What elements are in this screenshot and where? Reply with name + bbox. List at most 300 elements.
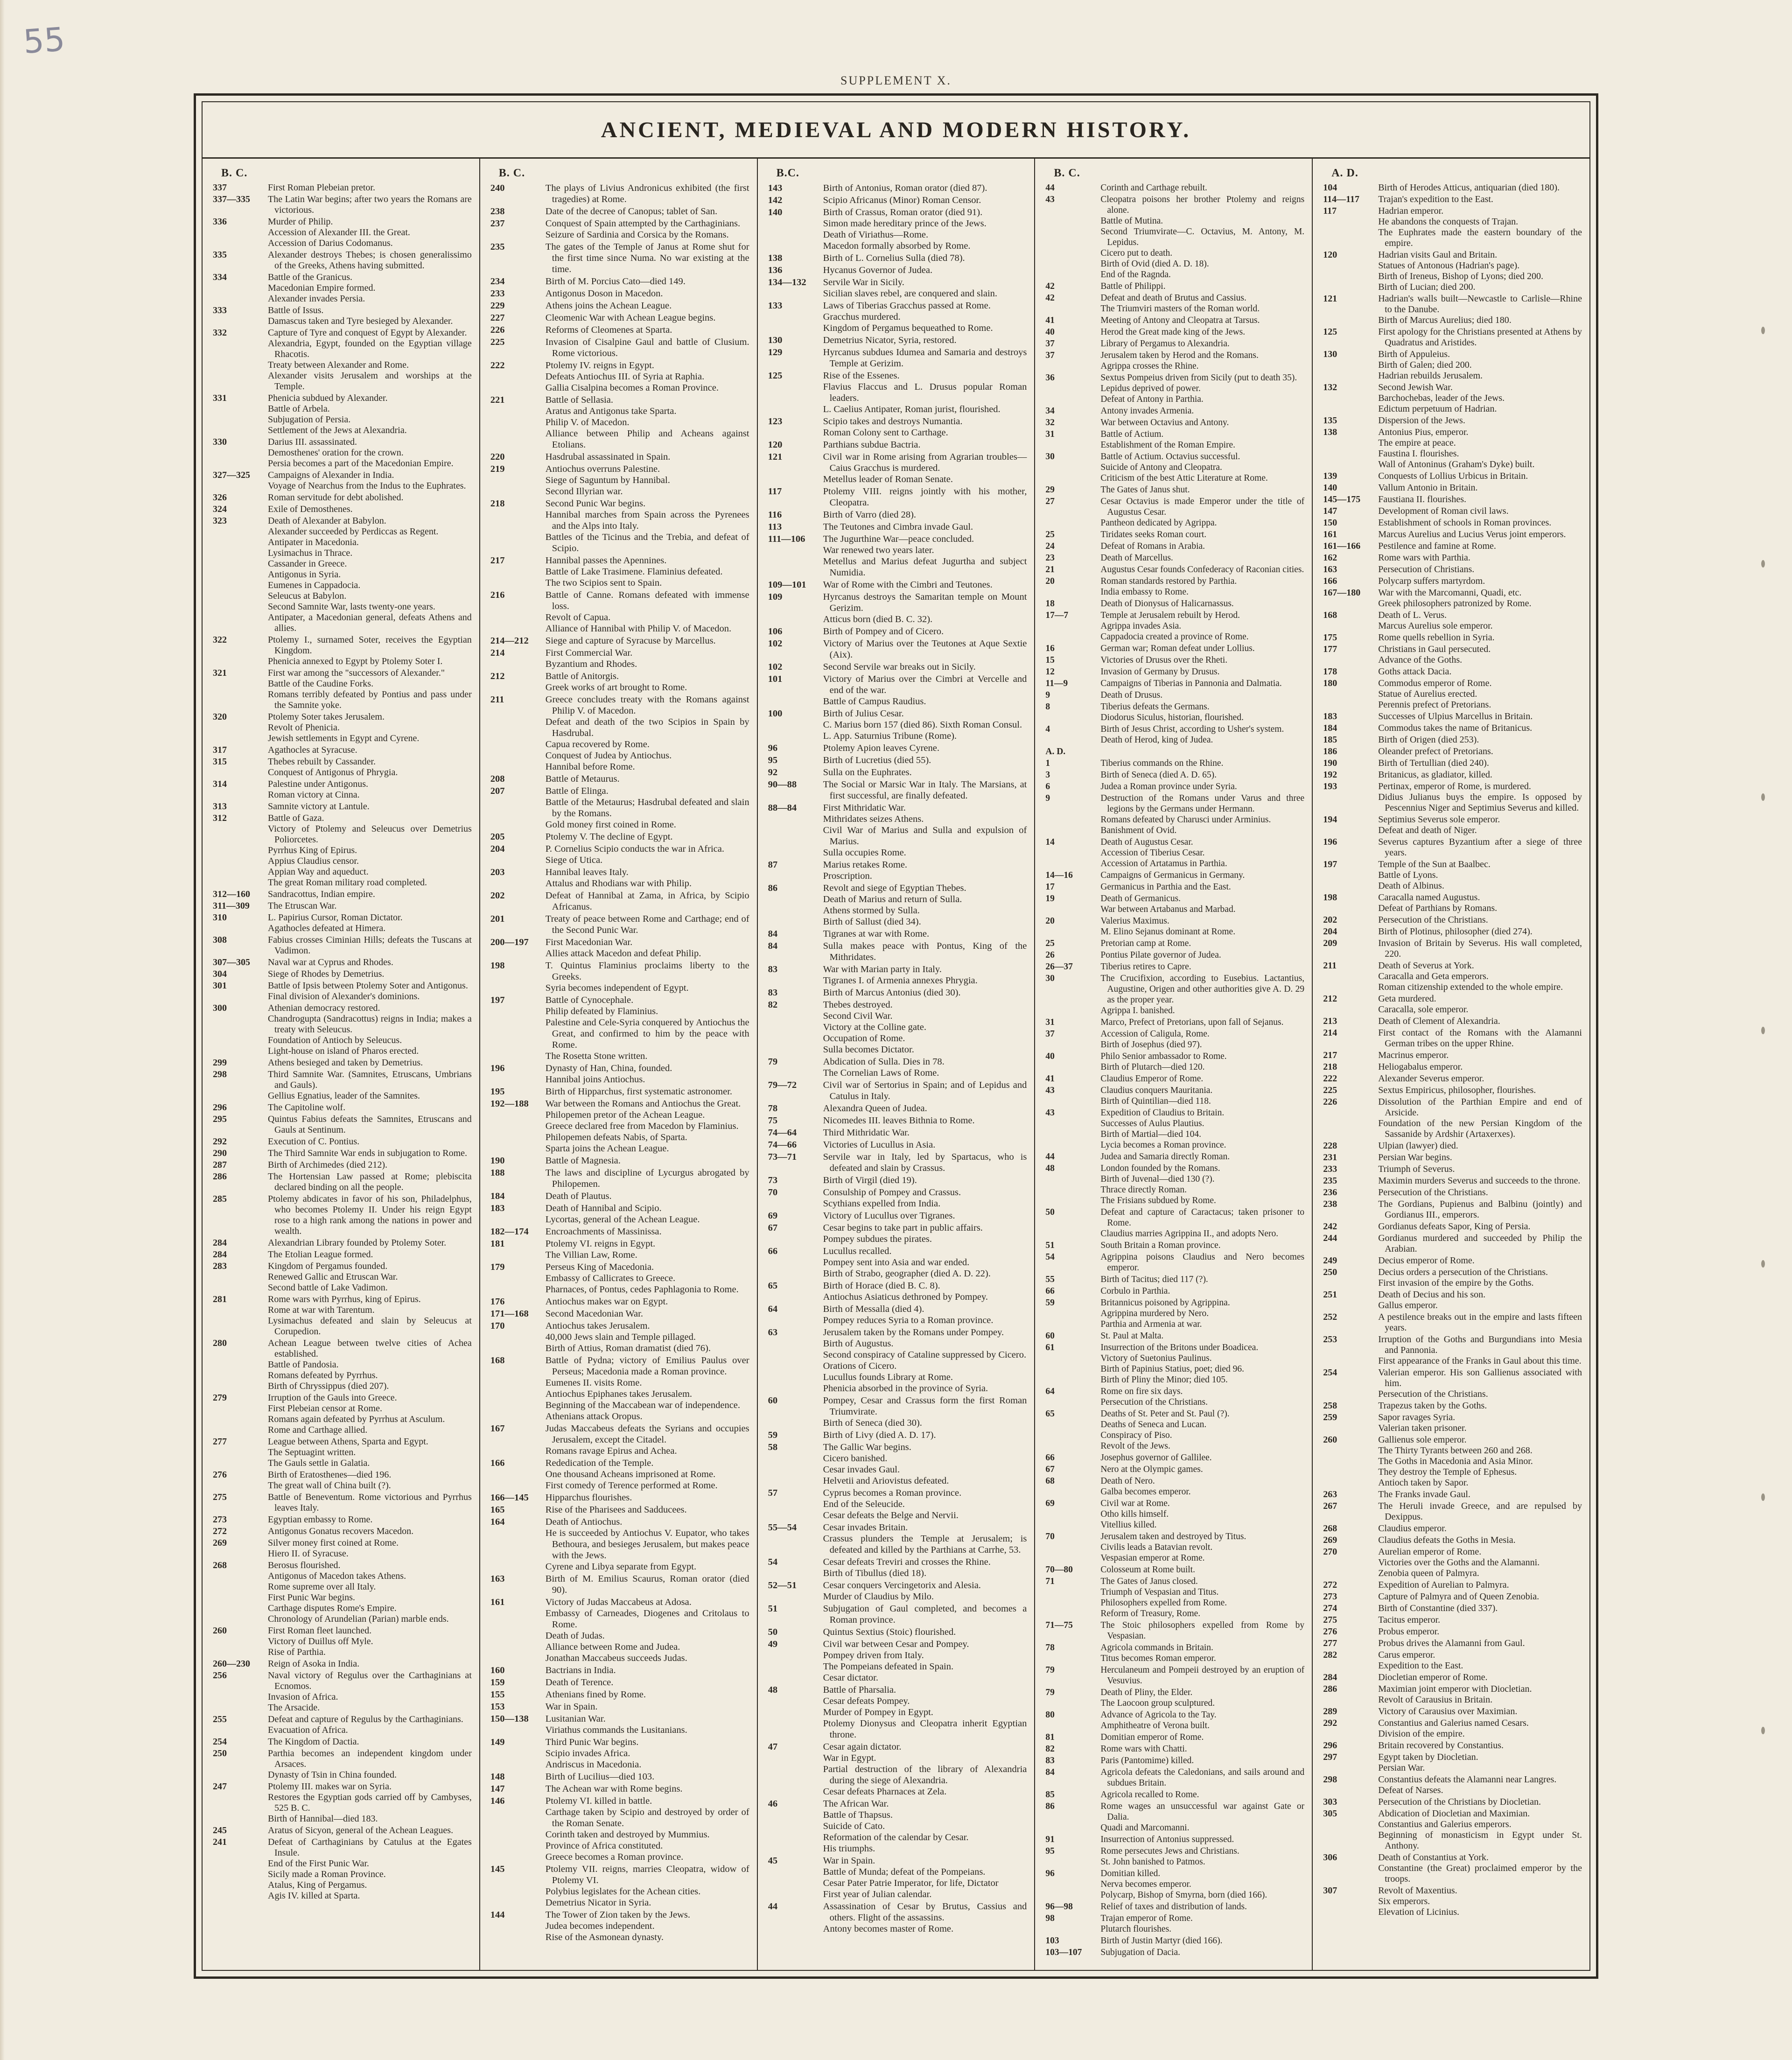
entry-year: 292 xyxy=(213,1136,227,1147)
timeline-entry xyxy=(1045,1297,1304,1330)
timeline-entry xyxy=(490,336,749,359)
event-text: Amphitheatre of Verona built. xyxy=(1100,1721,1210,1731)
event-text: Birth of Attius, Roman dramatist (died 76). xyxy=(545,1343,711,1353)
event-text: Metellus and Marius defeat Jugurtha and subject Numidia. xyxy=(823,556,1027,578)
entry-year: 310 xyxy=(213,912,227,923)
event-text: Quintus Sextius (Stoic) flourished. xyxy=(823,1627,956,1637)
event-text: Hannibal marches from Spain across the Pyrenees and the Alps into Italy. xyxy=(545,510,749,531)
timeline-entry xyxy=(768,265,1027,276)
event-text: Romans again defeated by Pyrrhus at Asculum. xyxy=(268,1414,445,1424)
event-text: Lucullus recalled. xyxy=(823,1246,892,1256)
event-text: Aratus and Antigonus take Sparta. xyxy=(545,406,677,416)
entry-year: 37 xyxy=(1045,350,1055,360)
timeline-entry xyxy=(768,335,1027,346)
entry-events xyxy=(546,1597,749,1664)
event-text: Dynasty of Tsin in China founded. xyxy=(268,1770,397,1780)
event-text: Cesar again dictator. xyxy=(823,1742,902,1752)
timeline-entry xyxy=(1323,1774,1582,1796)
timeline-entry xyxy=(1323,666,1582,677)
event-text: Six emperors. xyxy=(1378,1896,1430,1906)
entry-year: 179 xyxy=(490,1262,505,1272)
entry-events xyxy=(1378,349,1582,381)
event-text: Lucullus founds Library at Rome. xyxy=(823,1372,953,1382)
event-text: Successes of Aulus Plautius. xyxy=(1100,1119,1204,1128)
event-text: Battle of Pandosia. xyxy=(268,1359,339,1370)
event-text: The Third Samnite War ends in subjugation to Rome. xyxy=(268,1148,468,1158)
timeline-entry xyxy=(1323,938,1582,960)
event-text: Expedition of Aurelian to Palmyra. xyxy=(1378,1580,1509,1590)
entry-events xyxy=(1378,576,1582,587)
entry-year: 217 xyxy=(1323,1050,1337,1060)
event-text: Alexander succeeded by Perdiccas as Regent. xyxy=(268,526,439,537)
timeline-entry xyxy=(1323,564,1582,575)
entry-year: 75 xyxy=(768,1115,778,1126)
entry-events xyxy=(546,647,749,670)
entry-year: 148 xyxy=(490,1772,505,1782)
entry-events xyxy=(546,451,749,462)
event-text: War in Spain. xyxy=(545,1702,598,1712)
timeline-entry xyxy=(1045,1789,1304,1800)
event-text: Roman standards restored by Parthia. xyxy=(1100,576,1237,586)
timeline-entry xyxy=(1323,610,1582,631)
entry-year: 250 xyxy=(1323,1267,1337,1277)
entry-year: 229 xyxy=(490,301,505,311)
entry-events xyxy=(1378,1638,1582,1649)
event-text: Birth of Seneca (died 30). xyxy=(823,1418,922,1428)
entry-year: 68 xyxy=(1045,1476,1055,1486)
entry-year: 70 xyxy=(1045,1532,1055,1541)
entry-year: 305 xyxy=(1323,1808,1337,1819)
event-text: Capua recovered by Rome. xyxy=(545,739,650,750)
entry-year: 284 xyxy=(213,1249,227,1260)
timeline-entry xyxy=(1045,1834,1304,1845)
event-text: Tiberius commands on the Rhine. xyxy=(1100,758,1224,768)
entry-year: 74—66 xyxy=(768,1140,797,1150)
event-text: First comedy of Terence performed at Rome. xyxy=(545,1480,718,1491)
entry-events xyxy=(823,755,1027,766)
timeline-entry xyxy=(213,1781,472,1824)
event-text: Second Civil War. xyxy=(823,1011,893,1021)
timeline-entry xyxy=(768,802,1027,858)
entry-events xyxy=(1100,950,1304,960)
entry-events xyxy=(1100,1252,1304,1273)
entry-events xyxy=(1100,1789,1304,1800)
entry-events xyxy=(546,1713,749,1736)
event-text: Seleucus at Babylon. xyxy=(268,591,347,601)
entry-events xyxy=(823,1741,1027,1797)
event-text: Birth of Marcus Antonius (died 30). xyxy=(823,988,961,998)
event-text: Eumenes II. visits Rome. xyxy=(545,1378,642,1388)
event-text: Persian War begins. xyxy=(1378,1152,1452,1163)
entry-events xyxy=(1100,793,1304,836)
entry-year: 194 xyxy=(1323,814,1337,825)
event-text: Parthia and Armenia at war. xyxy=(1100,1319,1202,1329)
entry-year: 133 xyxy=(768,301,783,311)
timeline-entry xyxy=(1323,1740,1582,1751)
event-text: Mithridates seizes Athens. xyxy=(823,814,924,824)
timeline-entry xyxy=(768,964,1027,986)
event-text: War with the Marcomanni, Quadi, etc. xyxy=(1378,588,1522,598)
entry-year: 95 xyxy=(768,755,778,765)
timeline-entry xyxy=(768,1603,1027,1626)
timeline-entry xyxy=(490,300,749,311)
timeline-entry xyxy=(768,708,1027,742)
event-text: Judea and Samaria directly Roman. xyxy=(1100,1152,1230,1162)
event-text: Romans defeated by Charusci under Arminius. xyxy=(1100,815,1271,825)
event-text: Demetrius Nicator, Syria, restored. xyxy=(823,335,957,345)
supplement-heading: SUPPLEMENT X. xyxy=(840,74,952,87)
event-text: Hyrcanus subdues Idumea and Samaria and destroys Temple at Gerizim. xyxy=(823,347,1027,369)
event-text: First Punic War begins. xyxy=(268,1592,355,1603)
event-text: Cesar Pater Patrie Imperator, for life, Dictator xyxy=(823,1878,999,1888)
entry-events xyxy=(268,1136,472,1147)
event-text: Second Illyrian war. xyxy=(545,486,623,497)
event-text: Philip V. of Macedon. xyxy=(545,417,630,427)
entry-events xyxy=(1378,588,1582,609)
event-text: Birth of Tibullus (died 18). xyxy=(823,1568,927,1578)
event-text: Tiridates seeks Roman court. xyxy=(1100,530,1207,540)
event-text: Second Macedonian War. xyxy=(545,1309,643,1319)
event-text: Campaigns of Tiberias in Pannonia and Dalmatia. xyxy=(1100,679,1282,688)
timeline-entry xyxy=(768,1303,1027,1326)
event-text: L. Papirius Cursor, Roman Dictator. xyxy=(268,912,403,923)
timeline-entry xyxy=(490,867,749,889)
event-text: Birth of Virgil (died 19). xyxy=(823,1175,917,1185)
event-text: Cesar invades Britain. xyxy=(823,1522,908,1533)
entry-events xyxy=(1378,1199,1582,1220)
timeline-column xyxy=(1312,159,1589,1970)
event-text: 40,000 Jews slain and Temple pillaged. xyxy=(545,1332,696,1342)
entry-year: 184 xyxy=(1323,723,1337,733)
entry-year: 120 xyxy=(768,440,783,450)
entry-events xyxy=(1100,1846,1304,1867)
event-text: Defeat and capture of Caractacus; taken prisoner to Rome. xyxy=(1100,1207,1305,1228)
event-text: Revolt and siege of Egyptian Thebes. xyxy=(823,883,966,893)
timeline-entry xyxy=(213,1659,472,1669)
timeline-entry xyxy=(490,1713,749,1736)
entry-events xyxy=(546,1573,749,1596)
entry-year: 242 xyxy=(1323,1221,1337,1232)
event-text: Date of the decree of Canopus; tablet of San. xyxy=(545,206,718,217)
timeline-entry xyxy=(1045,882,1304,892)
timeline-entry xyxy=(490,394,749,450)
entry-year: 26 xyxy=(1045,950,1055,960)
event-text: Sextus Pompeius driven from Sicily (put to death 35). xyxy=(1100,373,1297,383)
event-text: L. App. Saturnius Tribune (Rome). xyxy=(823,731,957,741)
entry-events xyxy=(823,940,1027,963)
entry-year: 135 xyxy=(1323,415,1337,426)
timeline-entry xyxy=(768,509,1027,520)
entry-events xyxy=(823,533,1027,578)
timeline-entry xyxy=(1045,194,1304,280)
event-text: Augustus Cesar founds Confederacy of Raconian cities. xyxy=(1100,565,1304,575)
timeline-entry xyxy=(1045,281,1304,292)
entry-year: 184 xyxy=(490,1191,505,1201)
entry-year: 14 xyxy=(1045,837,1055,847)
event-text: Death of Severus at York. xyxy=(1378,960,1474,971)
entry-events xyxy=(1378,1050,1582,1061)
event-text: Lysimachus defeated and slain by Seleucus at Corupedion. xyxy=(268,1316,472,1337)
event-text: Romans ravage Epirus and Achea. xyxy=(545,1446,677,1456)
event-text: Civil war at Rome. xyxy=(1100,1499,1170,1508)
event-text: Alexander destroys Thebes; is chosen generalissimo of the Greeks, Athens having submitted. xyxy=(268,250,472,271)
entry-events xyxy=(1100,1297,1304,1330)
entry-year: 17 xyxy=(1045,882,1055,892)
entry-year: 292 xyxy=(1323,1718,1337,1728)
entry-events xyxy=(268,1294,472,1337)
entry-year: 63 xyxy=(768,1327,778,1338)
timeline-entry xyxy=(213,957,472,968)
timeline-entry xyxy=(213,1714,472,1736)
entry-events xyxy=(268,668,472,711)
event-text: The Social or Marsic War in Italy. The Marsians, at first successful, are finally defeated. xyxy=(823,779,1027,801)
entry-events xyxy=(1378,1774,1582,1796)
entry-events xyxy=(1100,893,1304,915)
timeline-entry xyxy=(1323,1187,1582,1198)
event-text: Valerian emperor. His son Gallienus associated with him. xyxy=(1378,1367,1582,1388)
entry-year: 214—212 xyxy=(490,636,529,646)
event-text: Birth of Galen; died 200. xyxy=(1378,360,1472,370)
event-text: Victories of Drusus over the Rheti. xyxy=(1100,655,1228,665)
entry-events xyxy=(268,393,472,436)
era-heading: B.C. xyxy=(776,167,799,179)
event-text: The Capitoline wolf. xyxy=(268,1102,346,1113)
entry-events xyxy=(1100,1207,1304,1239)
event-text: Death of Terence. xyxy=(545,1677,614,1688)
timeline-entry xyxy=(213,1470,472,1491)
entry-events xyxy=(1100,564,1304,575)
entry-year: 276 xyxy=(1323,1626,1337,1637)
entry-events xyxy=(268,813,472,888)
event-text: Embassy of Callicrates to Greece. xyxy=(545,1273,676,1283)
event-text: Sulla becomes Dictator. xyxy=(823,1044,914,1055)
event-text: Marcus Aurelius and Lucius Verus joint emperors. xyxy=(1378,529,1566,540)
event-text: Hipparchus flourishes. xyxy=(545,1492,632,1503)
event-text: Ptolemy abdicates in favor of his son, Philadelphus, who becomes Ptolemy II. Under his reign Egypt rose to a high rank among the nations in power and wealth. xyxy=(268,1194,472,1236)
event-text: Scipio invades Africa. xyxy=(545,1748,630,1759)
page-edge-shadow xyxy=(0,0,5,2060)
event-text: Second Punic War begins. xyxy=(545,498,646,509)
timeline-entry xyxy=(1045,655,1304,666)
entry-year: 299 xyxy=(213,1058,227,1068)
timeline-entry xyxy=(1323,294,1582,326)
event-text: Jerusalem taken by Herod and the Romans. xyxy=(1100,350,1259,360)
event-text: Death of Alexander at Babylon. xyxy=(268,516,386,526)
event-text: Birth of Tacitus; died 117 (?). xyxy=(1100,1275,1208,1284)
entry-events xyxy=(268,1737,472,1747)
timeline-entry xyxy=(490,785,749,830)
entry-events xyxy=(823,439,1027,450)
event-text: Birth of M. Porcius Cato—died 149. xyxy=(545,276,686,287)
timeline-entry xyxy=(490,1597,749,1664)
timeline-entry xyxy=(768,1442,1027,1486)
event-text: Birth of Origen (died 253). xyxy=(1378,735,1479,745)
entry-events xyxy=(1378,1523,1582,1534)
entry-year: 20 xyxy=(1045,916,1055,926)
entry-events xyxy=(1378,1255,1582,1266)
entry-events xyxy=(546,1155,749,1166)
event-text: Birth of Papinius Statius, poet; died 96. xyxy=(1100,1364,1245,1374)
event-text: Hadrian visits Gaul and Britain. xyxy=(1378,250,1498,260)
event-text: Egypt taken by Diocletian. xyxy=(1378,1752,1478,1762)
event-text: Claudius marries Agrippina II., and adopts Nero. xyxy=(1100,1229,1279,1239)
entry-events xyxy=(546,843,749,866)
event-text: Birth of Marcus Aurelius; died 180. xyxy=(1378,315,1512,325)
entry-year: 117 xyxy=(768,486,782,497)
entry-year: 160 xyxy=(490,1665,505,1675)
event-text: Agrippina murdered by Nero. xyxy=(1100,1309,1209,1318)
timeline-entry xyxy=(1045,564,1304,575)
timeline-entry xyxy=(213,1338,472,1392)
entry-year: 225 xyxy=(1323,1085,1337,1095)
event-text: Diocletian emperor of Rome. xyxy=(1378,1672,1488,1682)
timeline-entry xyxy=(1323,382,1582,414)
event-text: Proscription. xyxy=(823,871,872,881)
event-text: Defeat of Narses. xyxy=(1378,1785,1443,1795)
timeline-entry xyxy=(213,470,472,491)
event-text: Greece declared free from Macedon by Flaminius. xyxy=(545,1121,739,1131)
entry-year: 102 xyxy=(768,638,783,649)
entry-events xyxy=(546,831,749,842)
event-text: Antiochus overruns Palestine. xyxy=(545,464,660,474)
entry-events xyxy=(1378,632,1582,643)
event-text: Agricola recalled to Rome. xyxy=(1100,1790,1199,1800)
timeline-entry xyxy=(1045,1801,1304,1833)
event-text: Athens joins the Achean League. xyxy=(545,301,672,311)
entry-year: 203 xyxy=(490,867,505,877)
event-text: Death of Decius and his son. xyxy=(1378,1289,1486,1300)
event-text: The Jugurthine War—peace concluded. xyxy=(823,534,974,544)
entry-year: 140 xyxy=(768,207,783,217)
event-text: Ptolemy Dionysus and Cleopatra inherit Egyptian throne. xyxy=(823,1718,1027,1740)
entry-events xyxy=(1378,859,1582,891)
event-text: Death of Nero. xyxy=(1100,1476,1155,1486)
entry-year: 304 xyxy=(213,969,227,979)
entry-events xyxy=(546,1516,749,1572)
timeline-entry xyxy=(1045,610,1304,642)
event-text: Antipater in Macedonia. xyxy=(268,537,359,547)
event-text: First Roman fleet launched. xyxy=(268,1626,372,1636)
entry-events xyxy=(1100,1710,1304,1731)
entry-year: 205 xyxy=(490,832,505,842)
event-text: Eumenes in Cappadocia. xyxy=(268,580,361,590)
event-text: Victory of Carausius over Maximian. xyxy=(1378,1706,1518,1717)
entry-events xyxy=(823,207,1027,252)
timeline-entry xyxy=(213,492,472,503)
entry-events xyxy=(546,960,749,994)
entry-year: 19 xyxy=(1045,894,1055,904)
entry-events xyxy=(1100,194,1304,280)
timeline-entry xyxy=(1045,541,1304,552)
event-text: Ptolemy IV. reigns in Egypt. xyxy=(545,360,654,371)
entry-year: 90—88 xyxy=(768,779,797,790)
entry-events xyxy=(1378,1367,1582,1400)
entry-year: 54 xyxy=(1045,1252,1055,1262)
entry-year: 281 xyxy=(213,1294,227,1304)
entry-year: 40 xyxy=(1045,327,1055,337)
event-text: Abdication of Diocletian and Maximian. xyxy=(1378,1808,1530,1819)
entry-year: 276 xyxy=(213,1470,227,1480)
timeline-entry xyxy=(1323,1706,1582,1717)
event-text: Cesar invades Gaul. xyxy=(823,1464,900,1475)
event-text: Revolt of Carausius in Britain. xyxy=(1378,1695,1493,1705)
entry-year: 258 xyxy=(1323,1401,1337,1411)
event-text: Macedon formally absorbed by Rome. xyxy=(823,241,971,251)
event-text: Advance of Agricola to the Tay. xyxy=(1100,1710,1217,1720)
timeline-entry xyxy=(768,277,1027,299)
event-text: The Triumviri masters of the Roman world. xyxy=(1100,304,1260,314)
entry-events xyxy=(1378,1073,1582,1084)
event-text: Evacuation of Africa. xyxy=(268,1725,348,1735)
event-text: Dissolution of the Parthian Empire and end of Arsicide. xyxy=(1378,1097,1582,1118)
entry-events xyxy=(1378,518,1582,528)
timeline-entry xyxy=(1323,1885,1582,1918)
event-text: Treaty of peace between Rome and Carthage; end of the Second Punic War. xyxy=(545,914,749,935)
event-text: He abandons the conquests of Trajan. xyxy=(1378,217,1519,227)
entry-year: 313 xyxy=(213,801,227,812)
entry-events xyxy=(268,889,472,900)
timeline-entry xyxy=(1045,350,1304,371)
timeline-entry xyxy=(213,1003,472,1057)
timeline-entry xyxy=(768,883,1027,927)
timeline-entry xyxy=(490,498,749,554)
entry-events xyxy=(823,1556,1027,1579)
event-text: Death of Judas. xyxy=(545,1631,605,1641)
event-text: Rome at war with Tarentum. xyxy=(268,1305,375,1315)
event-text: Death of Augustus Cesar. xyxy=(1100,837,1193,847)
entry-events xyxy=(1378,1615,1582,1626)
timeline-entry xyxy=(768,579,1027,590)
event-text: Persian War. xyxy=(1378,1763,1425,1773)
entry-events xyxy=(1100,1085,1304,1107)
event-text: Birth of Chryssippus (died 207). xyxy=(268,1381,389,1391)
entry-events xyxy=(546,1701,749,1712)
event-text: Darius III. assassinated. xyxy=(268,437,357,447)
event-text: Thebes rebuilt by Cassander. xyxy=(268,757,376,767)
entry-events xyxy=(1100,1331,1304,1341)
entry-year: 121 xyxy=(768,452,783,462)
timeline-entry xyxy=(213,981,472,1002)
event-text: Battle of Lake Trasimene. Flaminius defeated. xyxy=(545,567,723,577)
event-text: The Hortensian Law passed at Rome; plebiscita declared binding on all the people. xyxy=(268,1171,472,1192)
entry-events xyxy=(268,437,472,469)
entry-events xyxy=(1100,451,1304,483)
event-text: Invasion of Cisalpine Gaul and battle of Clusium. Rome victorious. xyxy=(545,337,749,358)
event-text: War in Egypt. xyxy=(823,1753,876,1763)
timeline-entry xyxy=(1323,960,1582,993)
entry-events xyxy=(1100,837,1304,869)
timeline-entry xyxy=(768,486,1027,508)
event-text: Vallum Antonio in Britain. xyxy=(1378,483,1478,493)
entry-events xyxy=(268,1194,472,1237)
timeline-entry xyxy=(213,1160,472,1170)
entry-year: 166 xyxy=(1323,576,1337,586)
page-title: ANCIENT, MEDIEVAL AND MODERN HISTORY. xyxy=(601,117,1191,142)
event-text: Gordianus murdered and succeeded by Philip the Arabian. xyxy=(1378,1233,1582,1254)
entry-year: 66 xyxy=(1045,1453,1055,1463)
timeline-entry xyxy=(1323,194,1582,205)
entry-events xyxy=(1100,1834,1304,1845)
entry-year: 221 xyxy=(490,395,505,405)
entry-events xyxy=(268,1393,472,1436)
entry-year: 86 xyxy=(1045,1801,1055,1811)
event-text: Vitellius killed. xyxy=(1100,1520,1157,1530)
entry-year: 168 xyxy=(490,1355,505,1366)
entry-events xyxy=(546,206,749,217)
entry-events xyxy=(546,1226,749,1237)
event-text: Ptolemy VII. reigns, marries Cleopatra, widow of Ptolemy VI. xyxy=(545,1864,749,1885)
event-text: Ptolemy I., surnamed Soter, receives the Egyptian Kingdom. xyxy=(268,635,472,656)
